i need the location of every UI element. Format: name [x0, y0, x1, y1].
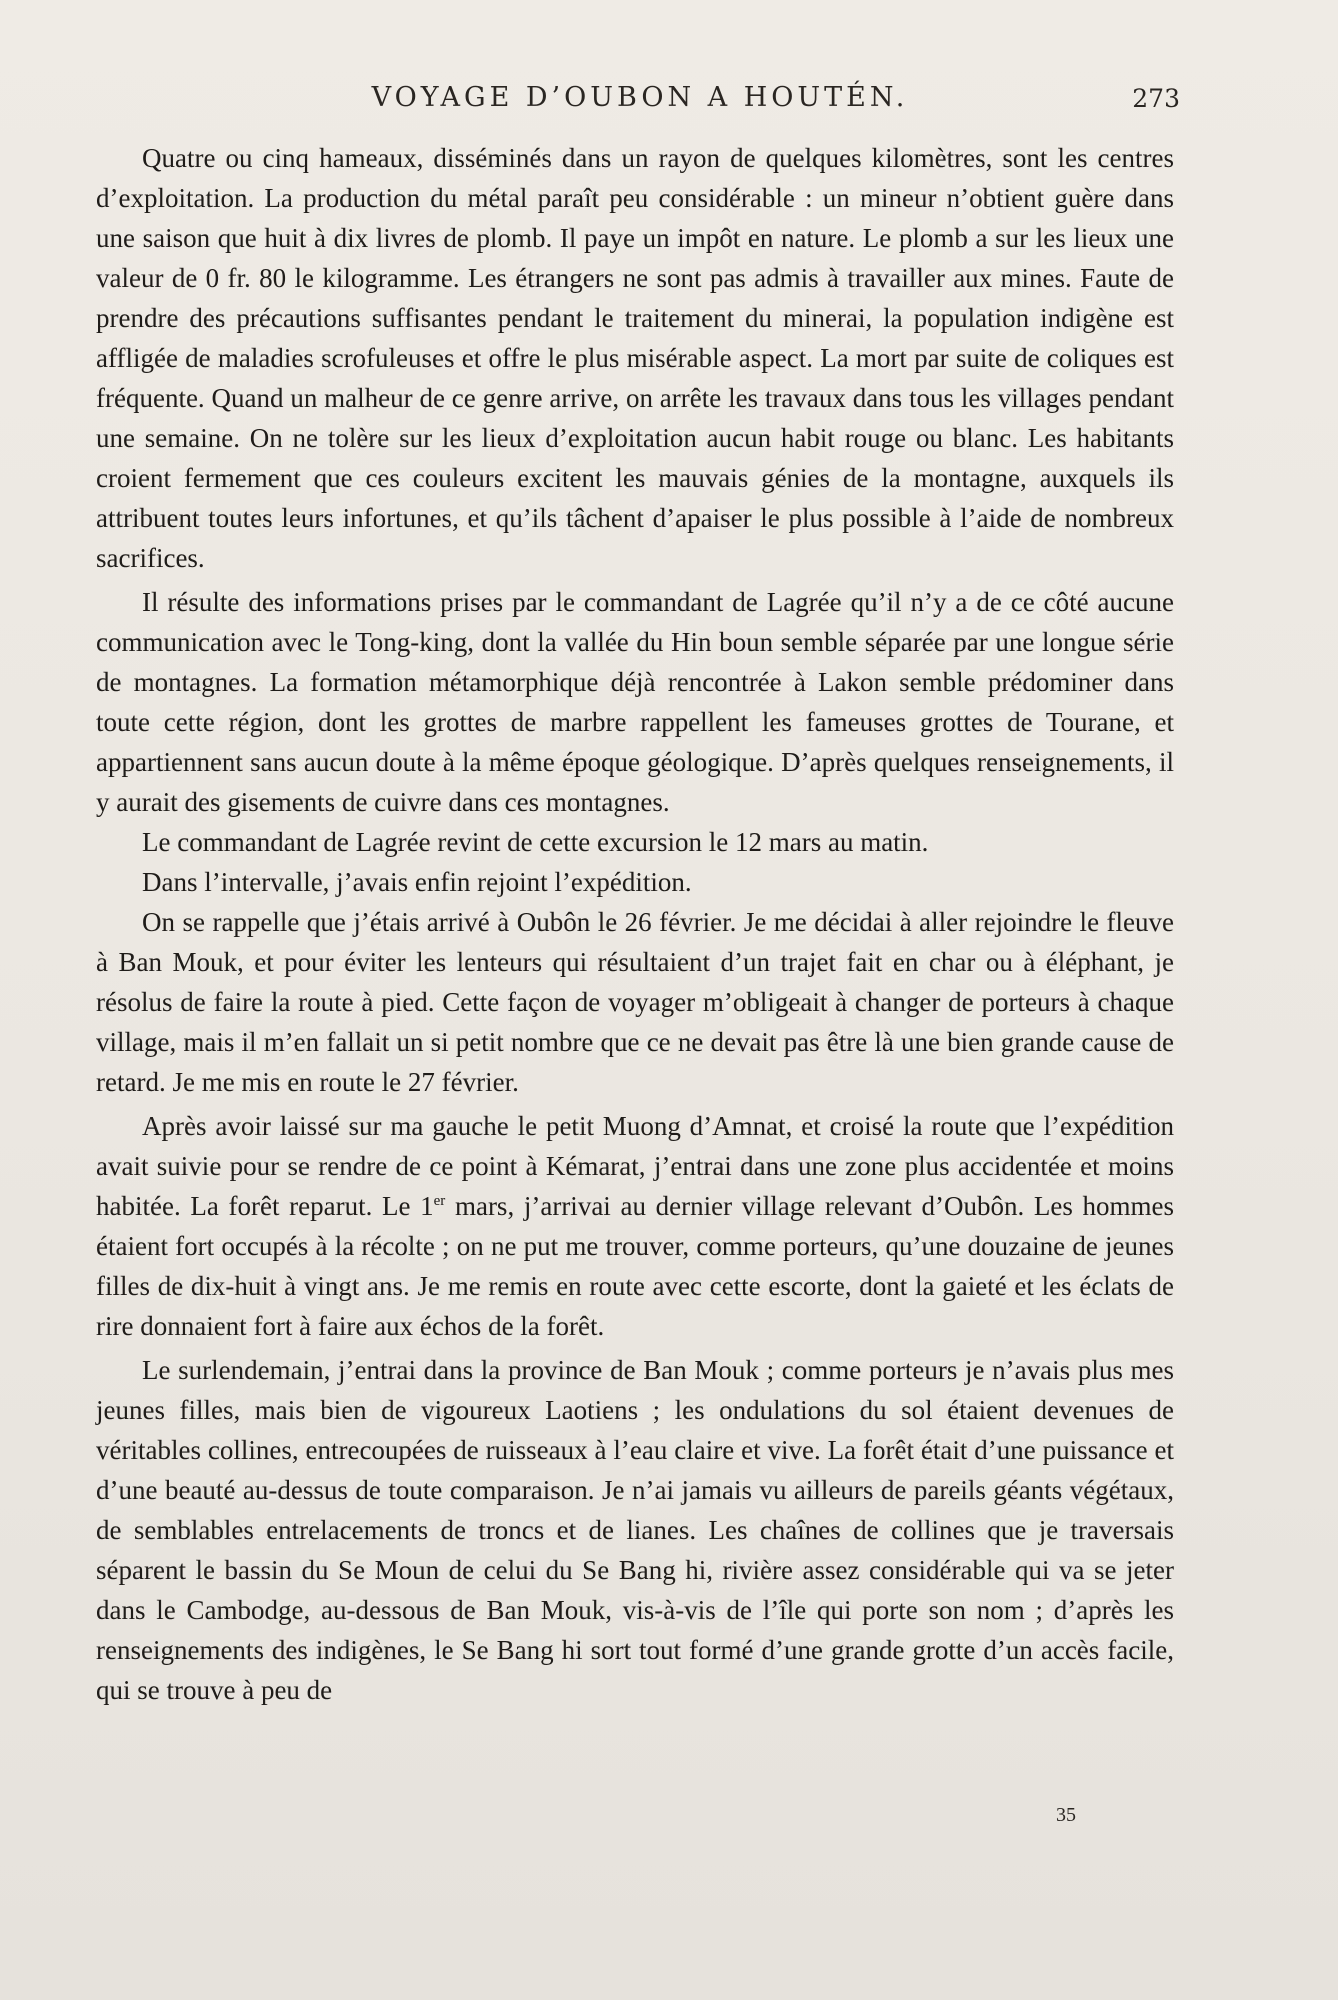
paragraph-retour-lagree: Le commandant de Lagrée revint de cette excursion le 12 mars au matin.	[142, 827, 929, 857]
paragraph-depart-oubon: On se rappelle que j’étais arrivé à Oubôn le 26 février. Je me décidai à aller rejoindre le fleuve à Ban Mouk, et pour éviter les lenteurs qui résultaient d’un trajet fait en char ou à éléphant, je résolus de faire la route à pied. Cette façon de voyager m’obligeait à changer de porteurs à chaque village, mais il m’en fallait un si petit nombre que ce ne devait pas être là une bien grande cause de retard. Je me mis en route le 27 février.	[96, 907, 1174, 1097]
paragraph-amnat-kemarat: Après avoir laissé sur ma gauche le petit Muong d’Amnat, et croisé la route que l’expédition avait suivie pour se rendre de ce point à Kémarat, j’entrai dans une zone plus accidentée et moins habitée. La forêt reparut. Le 1er mars, j’arrivai au dernier village relevant d’Oubôn. Les hommes étaient fort occupés à la récolte ; on ne put me trouver, comme porteurs, qu’une douzaine de jeunes filles de dix-huit à vingt ans. Je me remis en route avec cette escorte, dont la gaieté et les éclats de rire donnaient fort à faire aux échos de la forêt.	[96, 1111, 1174, 1341]
paragraph-lagree-informations: Il résulte des informations prises par le commandant de Lagrée qu’il n’y a de ce côté aucune communication avec le Tong-king, dont la vallée du Hin boun semble séparée par une longue série de montagnes. La formation métamorphique déjà rencontrée à Lakon semble prédominer dans toute cette région, dont les grottes de marbre rappellent les fameuses grottes de Tourane, et appartiennent sans aucun doute à la même époque géologique. D’après quelques renseignements, il y aurait des gisements de cuivre dans ces montagnes.	[96, 587, 1174, 817]
signature-mark: 35	[1056, 1804, 1076, 1826]
running-title: VOYAGE D’OUBON A HOUTÉN.	[371, 82, 909, 113]
paragraph-intervalle: Dans l’intervalle, j’avais enfin rejoint l’expédition.	[142, 867, 692, 897]
page-number: 273	[1132, 84, 1180, 113]
body-text	[96, 138, 1174, 1710]
page-header	[96, 82, 1184, 122]
paragraph-ban-mouk: Le surlendemain, j’entrai dans la province de Ban Mouk ; comme porteurs je n’avais plus mes jeunes filles, mais bien de vigoureux Laotiens ; les ondulations du sol étaient devenues de véritables collines, entrecoupées de ruisseaux à l’eau claire et vive. La forêt était d’une puissance et d’une beauté au-dessus de toute comparaison. Je n’ai jamais vu ailleurs de pareils géants végétaux, de semblables entrelacements de troncs et de lianes. Les chaînes de collines que je traversais séparent le bassin du Se Moun de celui du Se Bang hi, rivière assez considérable qui va se jeter dans le Cambodge, au-dessous de Ban Mouk, vis-à-vis de l’île qui porte son nom ; d’après les renseignements des indigènes, le Se Bang hi sort tout formé d’une grande grotte d’un accès facile, qui se trouve à peu de	[96, 1355, 1174, 1705]
paragraph-mines: Quatre ou cinq hameaux, disséminés dans un rayon de quelques kilomètres, sont les centres d’exploitation. La production du métal paraît peu considérable : un mineur n’obtient guère dans une saison que huit à dix livres de plomb. Il paye un impôt en nature. Le plomb a sur les lieux une valeur de 0 fr. 80 le kilogramme. Les étrangers ne sont pas admis à travailler aux mines. Faute de prendre des précautions suffisantes pendant le traitement du minerai, la population indigène est affligée de maladies scrofuleuses et offre le plus misérable aspect. La mort par suite de coliques est fréquente. Quand un malheur de ce genre arrive, on arrête les travaux dans tous les villages pendant une semaine. On ne tolère sur les lieux d’exploitation aucun habit rouge ou blanc. Les habitants croient fermement que ces couleurs excitent les mauvais génies de la montagne, auxquels ils attribuent toutes leurs infortunes, et qu’ils tâchent d’apaiser le plus possible à l’aide de nombreux sacrifices.	[96, 143, 1174, 573]
